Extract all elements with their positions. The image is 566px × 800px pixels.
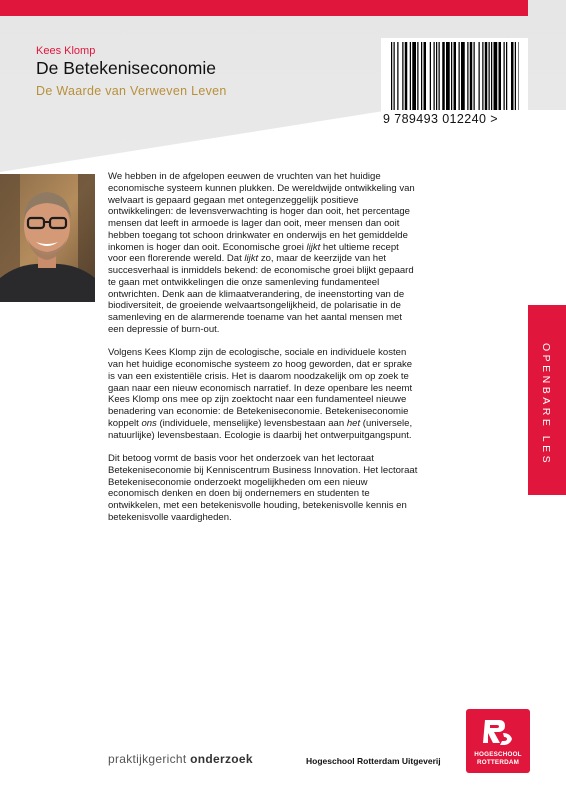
logo-text-line2: ROTTERDAM <box>476 759 520 766</box>
series-name: praktijkgericht onderzoek <box>108 752 253 766</box>
publisher-name: Hogeschool Rotterdam Uitgeverij <box>306 756 441 766</box>
hogeschool-rotterdam-logo <box>466 709 530 773</box>
paragraph-3: Dit betoog vormt de basis voor het onderzoek van het lectoraat Betekeniseconomie bij Kenniscentrum Business Innovation. Het lectoraat Betekeniseconomie onderzoekt mogelijkheden om een nieuw economisch denken en doen bij ondernemers en studenten te ontwikkelen, met een betekenisvolle houding, betekenisvolle kennis en betekenisvolle vaardigheden. <box>108 453 418 523</box>
book-title: De Betekeniseconomie <box>36 58 216 78</box>
openbare-les-tab <box>528 305 566 495</box>
logo-mark-icon <box>482 717 514 747</box>
isbn-digits: 9 789493 012240 > <box>383 112 498 126</box>
paragraph-1: We hebben in de afgelopen eeuwen de vruchten van het huidige economische systeem kunnen plukken. De wereldwijde ontwikkeling van welvaart is gepaard gegaan met ontegenzeggelijk positieve ontwikkelingen: de levensverwachting is hoger dan ooit, het percentage mensen dat leeft in armoede is lager dan ooit, meer mensen dan ooit hebben toegang tot schoon drinkwater en onderwijs en het gemiddelde inkomen is hoger dan ooit. Economische groei lijkt het ultieme recept voor een florerende wereld. Dat lijkt zo, maar de keerzijde van het succesverhaal is inmiddels bekend: de economische groei blijkt gepaard te gaan met ontwikkelingen die onze samenleving fundamenteel ontwrichten. Denk aan de klimaatverandering, de ineenstorting van de biodiversiteit, de groeiende welvaartsongelijkheid, de polarisatie in de samenleving en de alarmerende toename van het aantal mensen met een depressie of burn-out. <box>108 171 415 335</box>
barcode-bars <box>391 42 519 112</box>
back-cover-text <box>108 171 420 535</box>
paragraph-2: Volgens Kees Klomp zijn de ecologische, sociale en individuele kosten van het huidige economische systeem zo hoog geworden, dat er sprake is van een existentiële crisis. Het is daarom noodzakelijk om op zoek te gaan naar een nieuw economisch narratief. In deze openbare les neemt Kees Klomp ons mee op zijn zoektocht naar een fundamenteel nieuwe benadering van economie: de Betekeniseconomie. Betekeniseconomie koppelt ons (individuele, menselijke) levensbestaan aan het (universele, natuurlijke) levensbestaan. Ecologie is daarbij het ontwerpuitgangspunt. <box>108 347 413 441</box>
isbn-barcode <box>381 38 528 130</box>
side-tab-label: OPENBARE LES <box>540 343 552 467</box>
book-subtitle: De Waarde van Verweven Leven <box>36 84 227 98</box>
logo-text-line1: HOGESCHOOL <box>474 751 522 758</box>
top-accent-bar <box>0 0 528 16</box>
author-photo <box>0 174 95 302</box>
author-name: Kees Klomp <box>36 45 96 57</box>
